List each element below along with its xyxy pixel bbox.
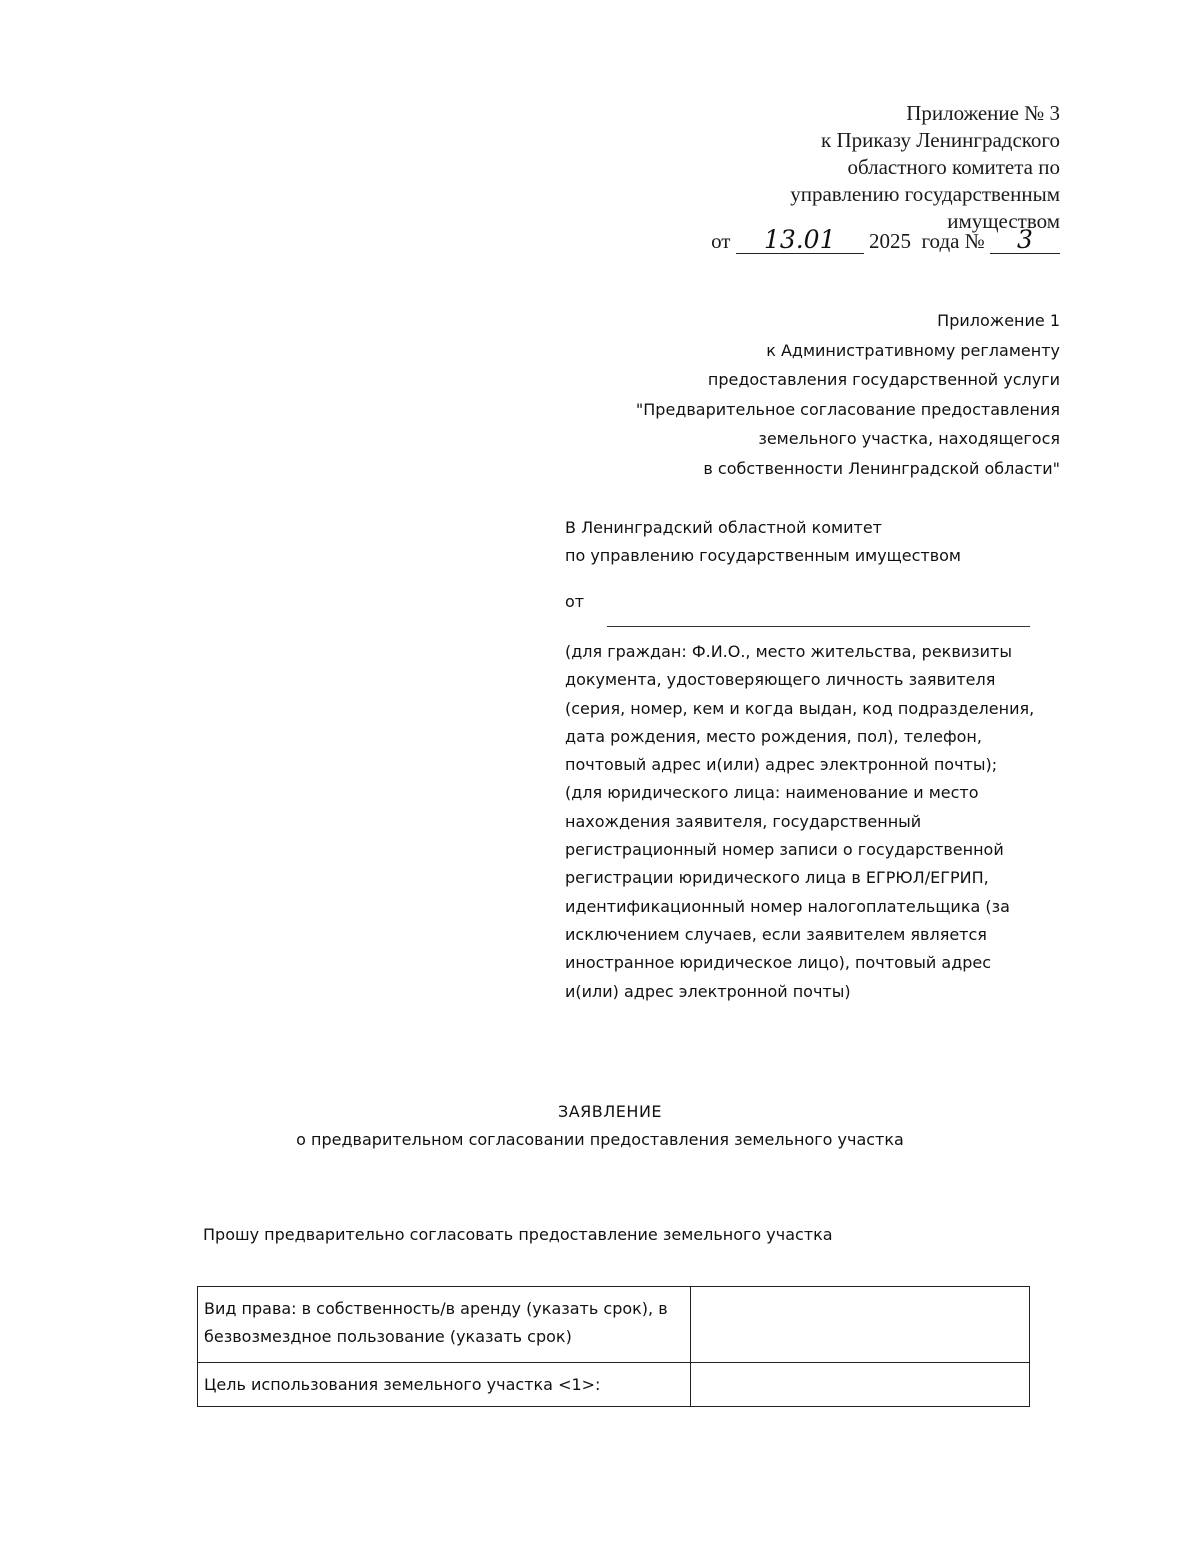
appendix-1-header — [500, 306, 1060, 483]
appendix-3-line: Приложение № 3 — [906, 101, 1060, 125]
applicant-from-row — [565, 590, 1030, 630]
table-cell-value[interactable] — [691, 1363, 1030, 1407]
document-title — [0, 1098, 1200, 1154]
hint-citizens: (для граждан: Ф.И.О., место жительства, реквизиты документа, удостоверяющего личность заявителя (серия, номер, кем и когда выдан, код подразделения, дата рождения, место рождения, пол), телефон, почтовый адрес и(или) адрес электронной почты); — [565, 642, 1035, 775]
appendix-1-line: Приложение 1 — [937, 311, 1060, 330]
appendix-3-line: имуществом — [947, 209, 1060, 233]
order-number-label: года № — [921, 229, 985, 253]
handwritten-order-date: 13.01 — [736, 227, 864, 254]
table-row — [198, 1287, 1030, 1363]
applicant-name-field[interactable] — [607, 626, 1030, 627]
hint-legal-entity: (для юридического лица: наименование и место нахождения заявителя, государственный регистрационный номер записи о государственной регистрации юридического лица в ЕГРЮЛ/ЕГРИП, идентификационный номер налогоплательщика (за исключением случаев, если заявителем является иностранное юридическое лицо), почтовый адрес и(или) адрес электронной почты) — [565, 783, 1010, 1001]
appendix-3-line: областного комитета по — [847, 155, 1060, 179]
table-row — [198, 1363, 1030, 1407]
appendix-3-header — [640, 100, 1060, 235]
addressee-line: по управлению государственным имуществом — [565, 546, 961, 565]
land-plot-table — [197, 1286, 1030, 1407]
addressee-block — [565, 514, 1045, 570]
appendix-3-line: к Приказу Ленинградского — [821, 128, 1060, 152]
appendix-1-line: к Административному регламенту — [766, 340, 1060, 360]
title-subtitle: о предварительном согласовании предоставления земельного участка — [296, 1130, 904, 1149]
order-prefix: от — [711, 229, 731, 253]
applicant-hint — [565, 638, 1035, 1006]
appendix-1-line: в собственности Ленинградской области" — [703, 458, 1060, 478]
order-year: 2025 — [868, 229, 911, 253]
appendix-3-line: управлению государственным — [790, 182, 1060, 206]
appendix-1-line: земельного участка, находящегося — [758, 429, 1060, 448]
table-cell-label: Цель использования земельного участка <1>: — [198, 1363, 691, 1407]
order-date-number — [711, 226, 1060, 256]
handwritten-order-number: 3 — [990, 227, 1060, 254]
from-label: от — [565, 592, 585, 611]
appendix-1-line: предоставления государственной услуги — [707, 370, 1060, 389]
table-cell-value[interactable] — [691, 1287, 1030, 1363]
addressee-line: В Ленинградский областной комитет — [565, 518, 882, 537]
title-main: ЗАЯВЛЕНИЕ — [557, 1102, 663, 1121]
table-cell-label: Вид права: в собственность/в аренду (указать срок), в безвозмездное пользование (указать срок) — [198, 1287, 691, 1363]
request-text: Прошу предварительно согласовать предоставление земельного участка — [203, 1225, 833, 1244]
appendix-1-line: "Предварительное согласование предоставления — [635, 399, 1060, 419]
